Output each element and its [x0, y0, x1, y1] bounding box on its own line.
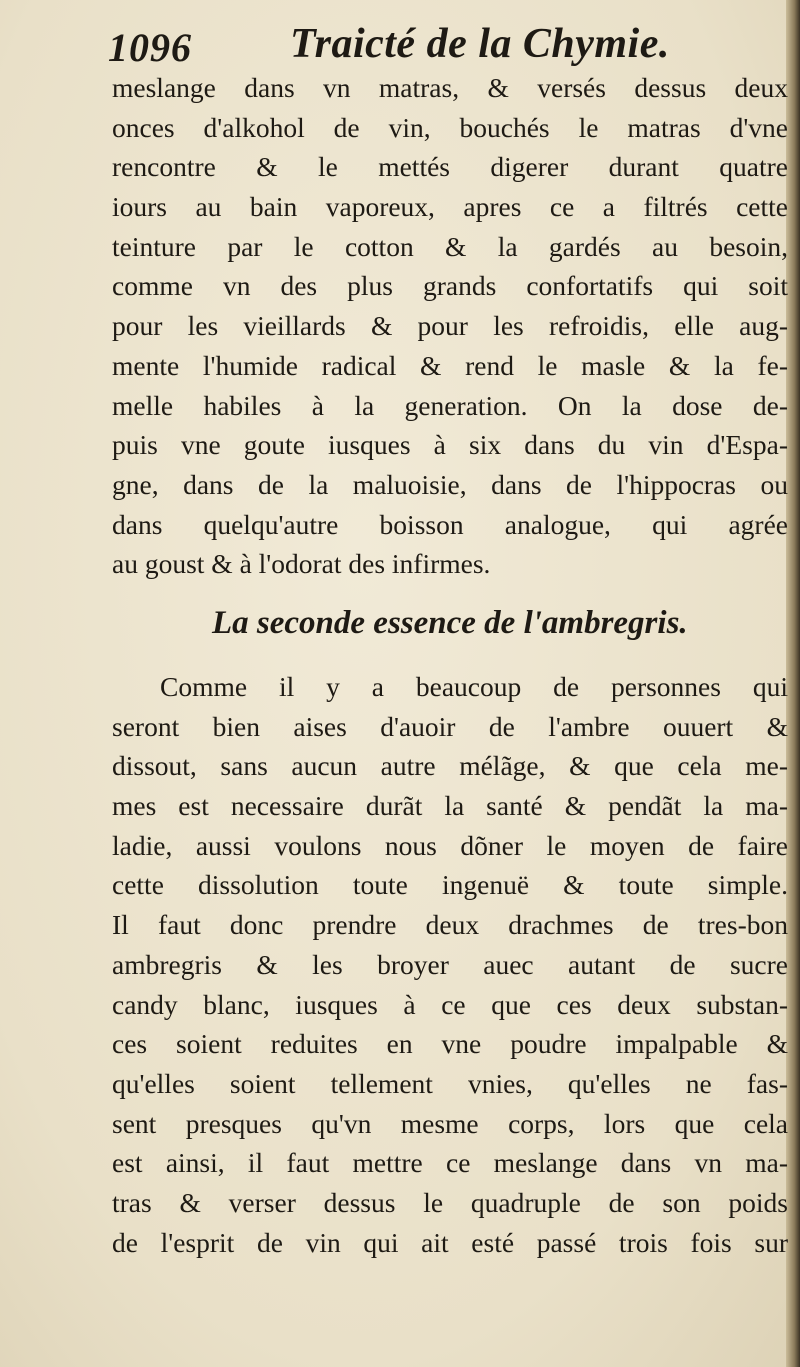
- text-line: melle habiles à la generation. On la dose de-: [112, 389, 788, 421]
- text-line: tras & verser dessus le quadruple de son poids: [112, 1186, 788, 1218]
- text-line: rencontre & le mettés digerer durant quatre: [112, 151, 788, 183]
- text-line: meslange dans vn matras, & versés dessus deux: [112, 72, 788, 103]
- page-header: [108, 20, 708, 72]
- text-line: seront bien aises d'auoir de l'ambre ouuert &: [112, 710, 788, 742]
- text-line: teinture par le cotton & la gardés au besoin,: [112, 230, 788, 262]
- text-line: sent presques qu'vn mesme corps, lors que cela: [112, 1107, 788, 1139]
- text-line: iours au bain vaporeux, apres ce a filtrés cette: [112, 191, 788, 223]
- running-title: Traicté de la Chymie.: [290, 21, 670, 67]
- text-line: est ainsi, il faut mettre ce meslange dans vn ma-: [112, 1147, 788, 1179]
- text-line: onces d'alkohol de vin, bouchés le matras d'vne: [112, 111, 788, 143]
- text-line: dissout, sans aucun autre mélãge, & que cela me-: [112, 750, 788, 782]
- text-line: ces soient reduites en vne poudre impalpable &: [112, 1028, 788, 1060]
- text-line: dans quelqu'autre boisson analogue, qui agrée: [112, 508, 788, 540]
- text-line: cette dissolution toute ingenuë & toute simple.: [112, 869, 788, 901]
- page-number: 1096: [108, 25, 192, 70]
- paragraph-2: [112, 667, 788, 1262]
- text-line: ambregris & les broyer auec autant de sucre: [112, 948, 788, 980]
- text-line: mes est necessaire durãt la santé & pendãt la ma-: [112, 790, 788, 822]
- text-line: de l'esprit de vin qui ait esté passé trois fois sur: [112, 1226, 788, 1258]
- text-line: pour les vieillards & pour les refroidis, elle aug-: [112, 310, 788, 342]
- text-line: mente l'humide radical & rend le masle & la fe-: [112, 349, 788, 381]
- text-line: Comme il y a beaucoup de personnes qui: [160, 671, 788, 702]
- text-line: comme vn des plus grands confortatifs qui soit: [112, 270, 788, 302]
- text-line: ladie, aussi voulons nous dõner le moyen de faire: [112, 829, 788, 861]
- text-line: candy blanc, iusques à ce que ces deux substan-: [112, 988, 788, 1020]
- page-edge-shadow: [786, 0, 800, 1367]
- text-line: qu'elles soient tellement vnies, qu'elles ne fas-: [112, 1067, 788, 1099]
- text-line: gne, dans de la maluoisie, dans de l'hippocras ou: [112, 468, 788, 500]
- paragraph-1: [112, 68, 788, 584]
- section-heading: La seconde essence de l'ambregris.: [212, 605, 688, 641]
- text-line: puis vne goute iusques à six dans du vin d'Espa-: [112, 429, 788, 461]
- text-line: au goust & à l'odorat des infirmes.: [112, 548, 491, 580]
- text-line: Il faut donc prendre deux drachmes de tres-bon: [112, 909, 788, 941]
